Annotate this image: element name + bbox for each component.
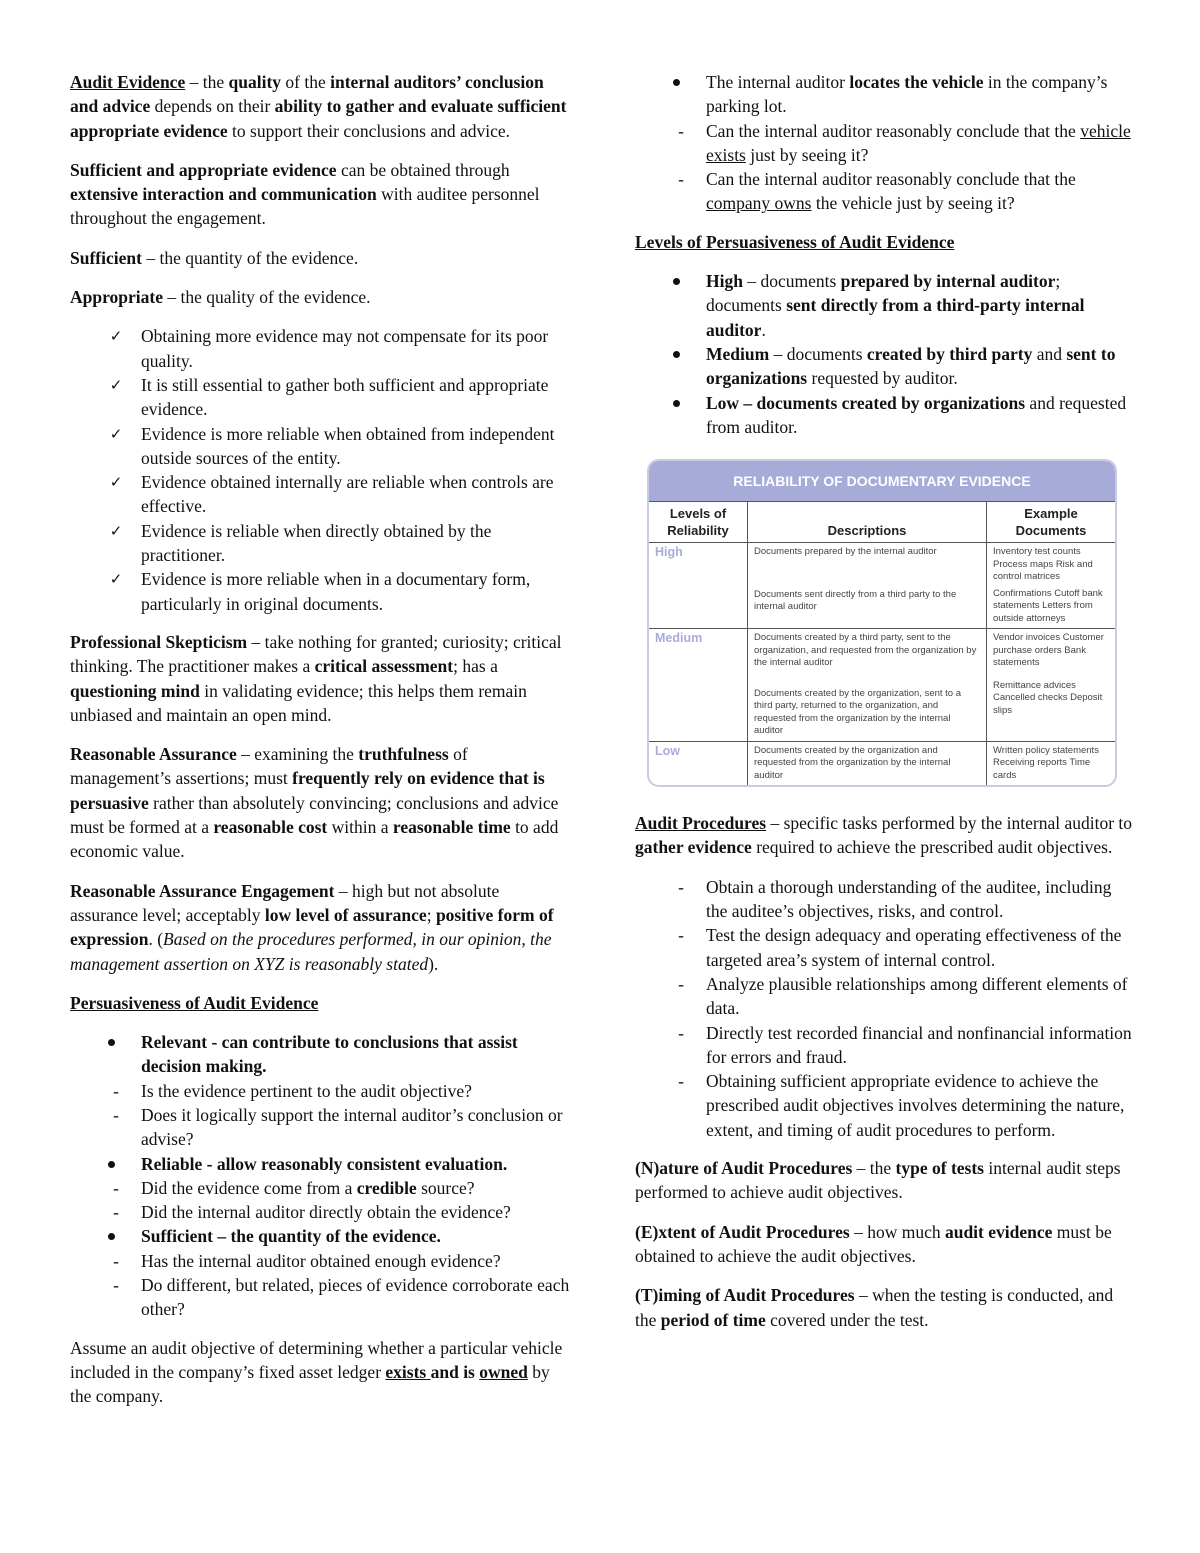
bullet-icon [108,1233,115,1240]
sufficient-appropriate-paragraph: Sufficient and appropriate evidence can be obtained through extensive interaction and communication with auditee personnel throughout the engagement. [70,159,540,229]
list-item: Reliable - allow reasonably consistent evaluation. [70,1152,570,1176]
list-item: - Did the internal auditor directly obtain the evidence? [70,1200,570,1224]
list-item: - Does it logically support the internal auditor’s conclusion or advise? [70,1103,570,1152]
audit-procedures-paragraph: Audit Procedures – specific tasks performed by the internal auditor to gather evidence required to achieve the prescribed audit objectives. [635,813,1133,858]
evidence-checklist [70,324,570,616]
examples-cell: Vendor invoices Customer purchase orders Bank statements Remittance advices Cancelled checks Deposit slips [987,629,1116,742]
list-item: - Can the internal auditor reasonably conclude that the vehicle exists just by seeing it? [635,119,1135,168]
bullet-icon [108,1039,115,1046]
dash-marker: - [678,1022,684,1043]
reliability-table-figure [647,459,1117,787]
bullet-icon [673,400,680,407]
right-column [635,70,1135,1347]
checklist-item: ✓ Evidence obtained internally are reliable when controls are effective. [70,470,570,519]
dash-marker: - [113,1250,119,1271]
dash-marker: - [113,1202,119,1223]
checkmark-icon: ✓ [109,473,123,492]
description-cell: Documents created by a third party, sent to the organization, and requested from the organization by the internal auditor Documents created by the organization, sent to a third party, returned to the organization, and requested from the organization by the internal auditor [748,629,987,742]
checklist-item: ✓ Obtaining more evidence may not compensate for its poor quality. [70,324,570,373]
assume-paragraph: Assume an audit objective of determining whether a particular vehicle included in the company’s fixed asset ledger exists and is owned by the company. [70,1337,563,1407]
column-header: Levels of Reliability [649,502,748,543]
nature-paragraph: (N)ature of Audit Procedures – the type of tests internal audit steps performed to achieve audit objectives. [635,1158,1121,1203]
description-cell: Documents created by the organization and requested from the organization by the internal auditor [748,741,987,785]
dash-marker: - [678,876,684,897]
column-header: Descriptions [748,502,987,543]
persuasiveness-heading: Persuasiveness of Audit Evidence [70,992,319,1013]
bullet-icon [673,351,680,358]
level-label: Medium [649,629,748,742]
dash-marker: - [113,1275,119,1296]
list-item: - Directly test recorded financial and nonfinancial information for errors and fraud. [635,1021,1135,1070]
table-row [649,629,1115,742]
table-row [649,543,1115,629]
checkmark-icon: ✓ [109,424,123,443]
checklist-item: ✓ Evidence is more reliable when in a documentary form, particularly in original documents. [70,567,570,616]
list-item: - Test the design adequacy and operating effectiveness of the targeted area’s system of internal control. [635,923,1135,972]
examples-cell: Written policy statements Receiving reports Time cards [987,741,1116,785]
level-label: Low [649,741,748,785]
figure-title: RELIABILITY OF DOCUMENTARY EVIDENCE [649,461,1115,501]
list-item: High – documents prepared by internal auditor; documents sent directly from a third-party internal auditor. [635,269,1135,342]
vehicle-example-list [635,70,1135,216]
dash-marker: - [113,1177,119,1198]
level-label: High [649,543,748,629]
list-item: - Do different, but related, pieces of evidence corroborate each other? [70,1273,570,1322]
list-item: - Analyze plausible relationships among different elements of data. [635,972,1135,1021]
dash-marker: - [678,973,684,994]
list-item: - Is the evidence pertinent to the audit objective? [70,1079,570,1103]
column-header: Example Documents [987,502,1116,543]
checkmark-icon: ✓ [109,521,123,540]
persuasiveness-list [70,1030,570,1322]
timing-paragraph: (T)iming of Audit Procedures – when the testing is conducted, and the period of time covered under the test. [635,1285,1114,1330]
dash-marker: - [113,1104,119,1125]
dash-marker: - [113,1080,119,1101]
sufficient-definition: Sufficient – the quantity of the evidence. [70,247,359,268]
dash-marker: - [678,169,684,190]
bullet-icon [673,79,680,86]
audit-evidence-paragraph: Audit Evidence – the quality of the internal auditors’ conclusion and advice depends on their ability to gather and evaluate sufficient appropriate evidence to support their conclusions and advice. [70,72,567,141]
table-row [649,741,1115,785]
procedures-list [635,875,1135,1142]
checkmark-icon: ✓ [109,327,123,346]
dash-marker: - [678,1071,684,1092]
assurance-engagement-paragraph: Reasonable Assurance Engagement – high but not absolute assurance level; acceptably low level of assurance; positive form of expression. (Based on the procedures performed, in our opinion, the management assertion on XYZ is reasonably stated). [70,880,554,974]
description-cell: Documents prepared by the internal auditor Documents sent directly from a third party to the internal auditor [748,543,987,629]
dash-marker: - [678,120,684,141]
reasonable-assurance-paragraph: Reasonable Assurance – examining the truthfulness of management’s assertions; must frequently rely on evidence that is persuasive rather than absolutely convincing; conclusions and advice must be formed at a reasonable cost within a reasonable time to add economic value. [70,744,559,862]
checkmark-icon: ✓ [109,375,123,394]
levels-list [635,269,1135,439]
bullet-icon [108,1161,115,1168]
checklist-item: ✓ It is still essential to gather both sufficient and appropriate evidence. [70,373,570,422]
professional-skepticism-paragraph: Professional Skepticism – take nothing for granted; curiosity; critical thinking. The practitioner makes a critical assessment; has a questioning mind in validating evidence; this helps them remain unbiased and maintain an open mind. [70,631,562,725]
list-item: - Obtaining sufficient appropriate evidence to achieve the prescribed audit objectives involves determining the nature, extent, and timing of audit procedures to perform. [635,1069,1135,1142]
audit-evidence-term: Audit Evidence [70,72,186,92]
list-item: Sufficient – the quantity of the evidence. [70,1224,570,1248]
dash-marker: - [678,925,684,946]
extent-paragraph: (E)xtent of Audit Procedures – how much audit evidence must be obtained to achieve the audit objectives. [635,1221,1112,1266]
checklist-item: ✓ Evidence is more reliable when obtained from independent outside sources of the entity. [70,422,570,471]
list-item: Low – documents created by organizations and requested from auditor. [635,391,1135,440]
left-column [70,70,570,1424]
list-item: The internal auditor locates the vehicle in the company’s parking lot. [635,70,1135,119]
list-item: - Has the internal auditor obtained enough evidence? [70,1249,570,1273]
examples-cell: Inventory test counts Process maps Risk and control matrices Confirmations Cutoff bank statements Letters from outside attorneys [987,543,1116,629]
list-item: Relevant - can contribute to conclusions that assist decision making. [70,1030,570,1079]
bullet-icon [673,278,680,285]
list-item: Medium – documents created by third party and sent to organizations requested by auditor. [635,342,1135,391]
reliability-table [649,501,1115,785]
list-item: - Obtain a thorough understanding of the auditee, including the auditee’s objectives, risks, and control. [635,875,1135,924]
list-item: - Can the internal auditor reasonably conclude that the company owns the vehicle just by seeing it? [635,167,1135,216]
checkmark-icon: ✓ [109,570,123,589]
checklist-item: ✓ Evidence is reliable when directly obtained by the practitioner. [70,519,570,568]
levels-heading: Levels of Persuasiveness of Audit Evidence [635,231,955,252]
table-header-row [649,502,1115,543]
list-item: - Did the evidence come from a credible source? [70,1176,570,1200]
appropriate-definition: Appropriate – the quality of the evidence. [70,287,371,308]
